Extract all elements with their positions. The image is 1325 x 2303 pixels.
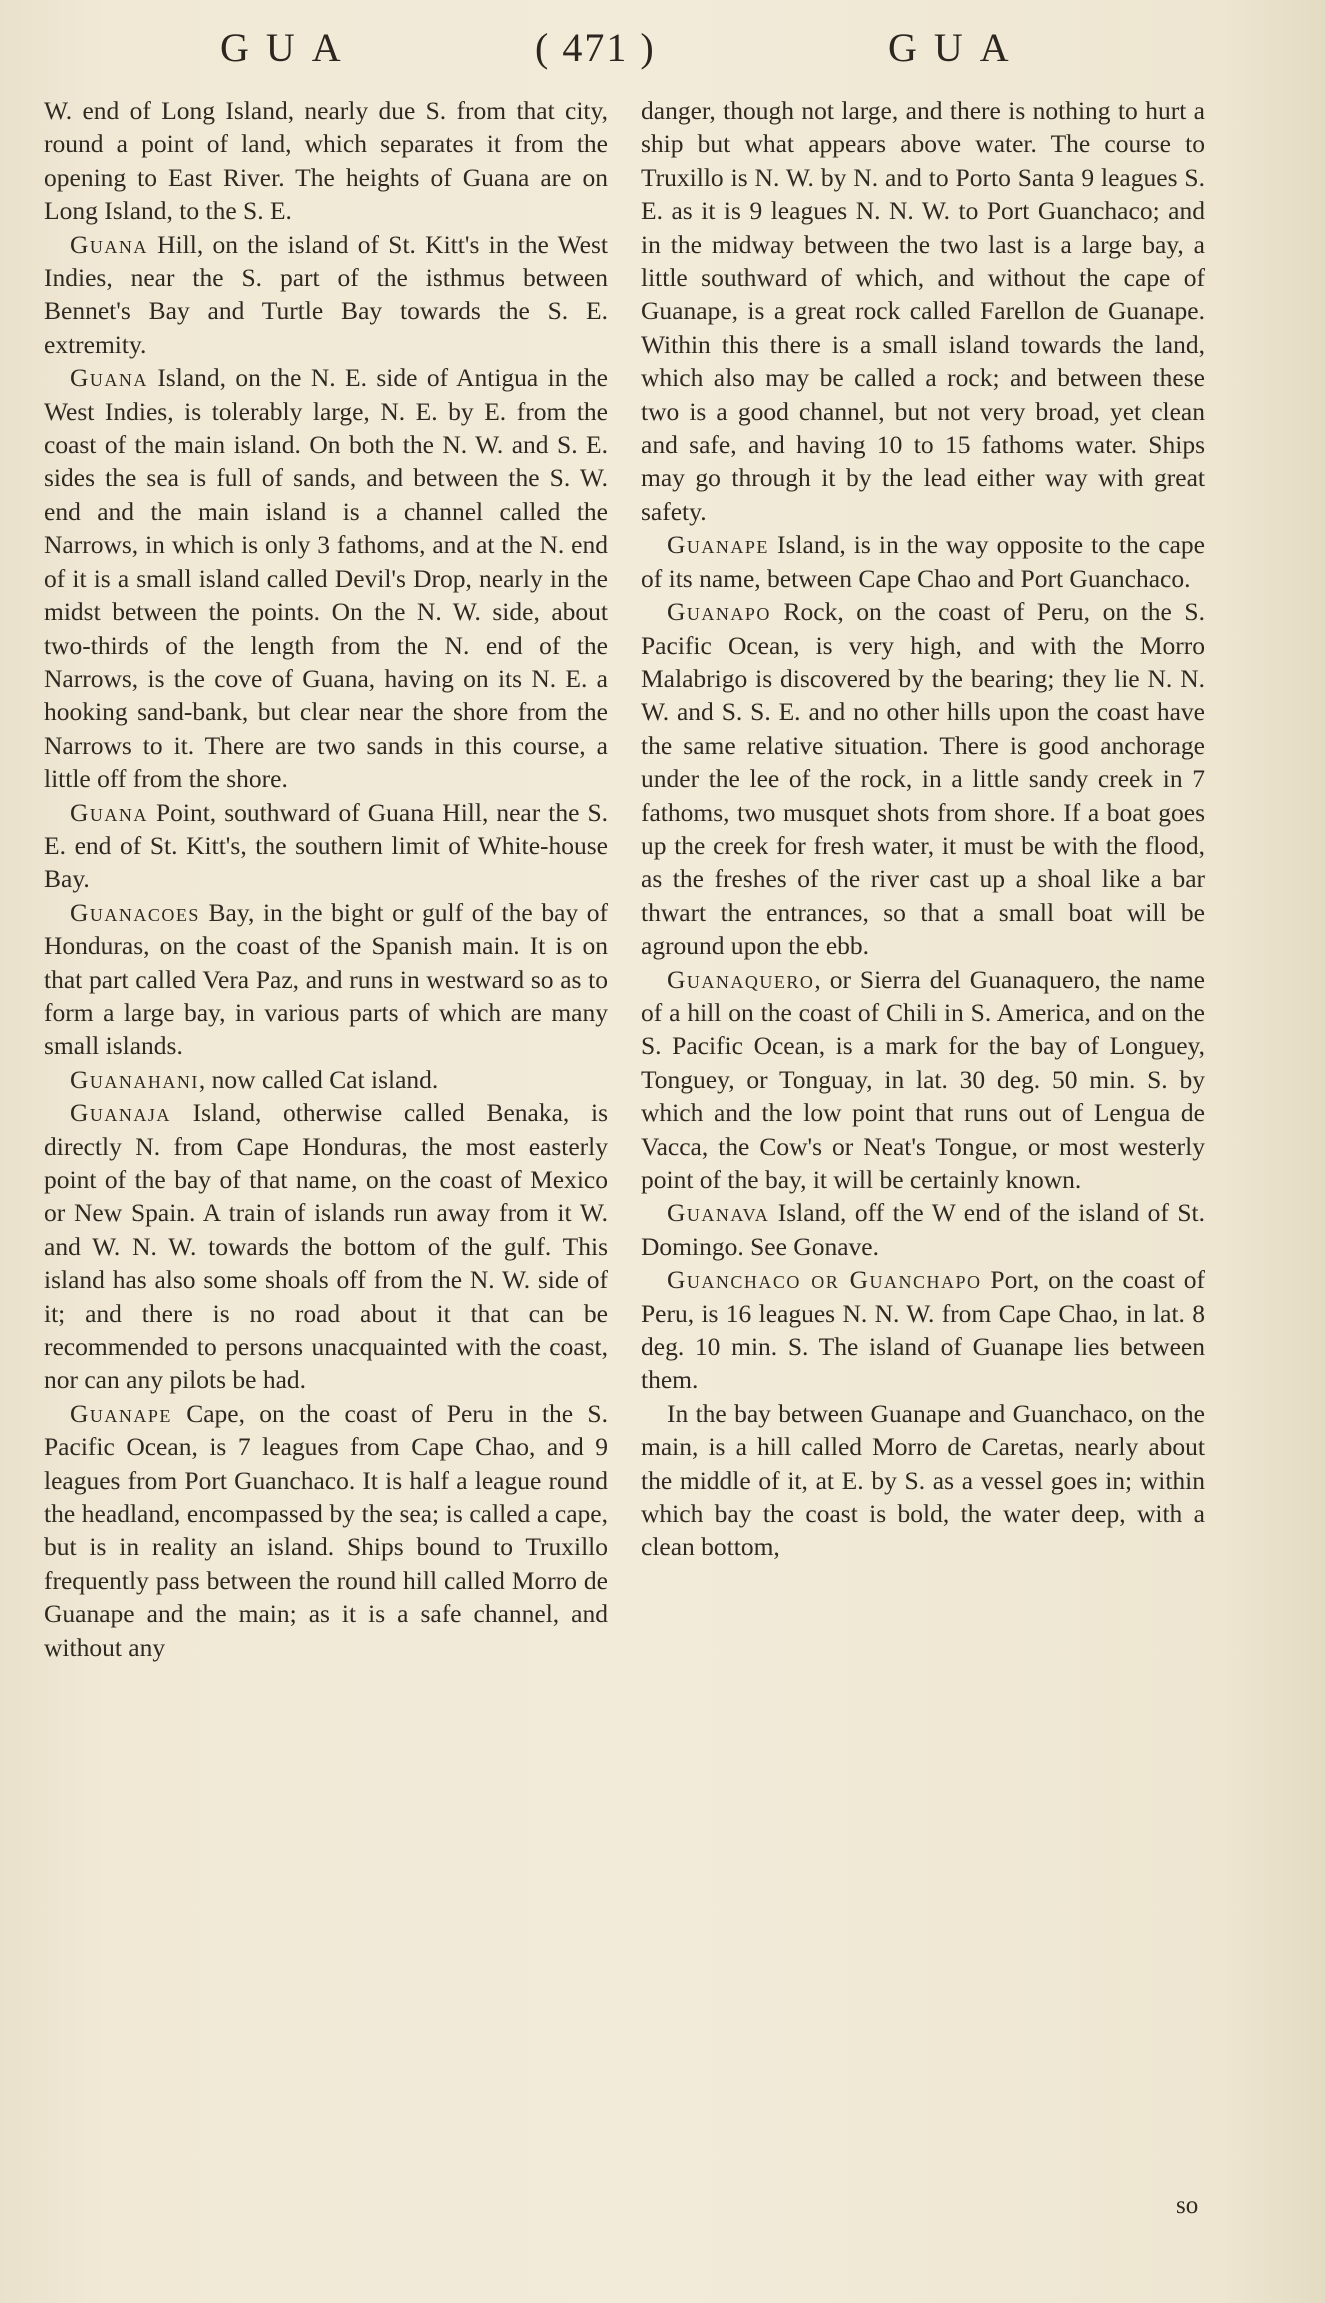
entry-headword: Guana [70,363,148,393]
entry-text: danger, though not large, and there is nothing to hurt a ship but what appears above water. The course to Truxillo is N. W. by N. and to Porto Santa 9 leagues S. E. as it is 9 leagues N. N. W. to Port Guanchaco; and in the midway between the two last is a large bay, a little southward of which, and without the cape of Guanape, is a great rock called Farellon de Guanape. Within this there is a small island towards the land, which also may be called a rock; and between these two is a good channel, but not very broad, yet clean and safe, and having 10 to 15 fathoms water. Ships may go through it by the lead either way with great safety. [641,96,1205,526]
right-column [641,94,1205,1564]
entry-guana-island [44,361,608,795]
entry-headword: Guanape [667,530,769,560]
entry-bay-guanape-guanchaco [641,1397,1205,1564]
paragraph [44,94,608,228]
entry-headword: Guanava [667,1198,770,1228]
entry-text: Hill, on the island of St. Kitt's in the West Indies, near the S. part of the isthmus between Bennet's Bay and Turtle Bay towards the S. E. extremity. [44,229,608,359]
running-head [0,24,1325,84]
entry-text: , or Sierra del Guanaquero, the name of a hill on the coast of Chili in S. America, and on the S. Pacific Ocean, is a mark for the bay of Longuey, Tonguey, or Tonguay, in lat. 30 deg. 50 min. S. by which and the low point that runs out of Lengua de Vacca, the Cow's or Neat's Tongue, or most westerly point of the bay, it will be certainly known. [641,964,1205,1194]
entry-text: Bay, in the bight or gulf of the bay of Honduras, on the coast of the Spanish main. It is on that part called Vera Paz, and runs in westward so as to form a large bay, in various parts of which are many small islands. [44,897,608,1061]
entry-guana-hill [44,228,608,362]
entry-text: Port, on the coast of Peru, is 16 leagues N. N. W. from Cape Chao, in lat. 8 deg. 10 min. S. The island of Guanape lies between them. [641,1265,1205,1395]
entry-text: Island, on the N. E. side of Antigua in the West Indies, is tolerably large, N. E. by E. from the coast of the main island. On both the N. W. and S. E. sides the sea is full of sands, and between the S. W. end and the main island is a channel called the Narrows, in which is only 3 fathoms, and at the N. end of it is a small island called Devil's Drop, nearly in the midst between the points. On the N. W. side, about two-thirds of the length from the N. end of the Narrows, is the cove of Guana, having on its N. E. a hooking sand-bank, but clear near the shore from the Narrows to it. There are two sands in this course, a little off from the shore. [44,363,608,794]
entry-guana-point [44,796,608,896]
entry-guanacoes-bay [44,896,608,1063]
header-right-word: GUA [888,25,1026,70]
entry-guanape-cape [44,1397,608,1664]
entry-guanava-island [641,1196,1205,1263]
entry-text: In the bay between Guanape and Guanchaco, on the main, is a hill called Morro de Caretas, nearly about the middle of it, at E. by S. as a vessel goes in; within which bay the coast is bold, the water deep, with a clean bottom, [641,1398,1205,1562]
entry-headword: Guanapo [667,597,771,627]
entry-text: Island, is in the way opposite to the cape of its name, between Cape Chao and Port Guanchaco. [641,530,1205,593]
entry-headword: Guanacoes [70,897,200,927]
entry-guanchaco-port [641,1263,1205,1397]
entry-text: Island, otherwise called Benaka, is directly N. from Cape Honduras, the most easterly point of the bay of that name, on the coast of Mexico or New Spain. A train of islands run away from it W. and W. N. W. towards the bottom of the gulf. This island has also some shoals off from the N. W. side of it; and there is no road about it that can be recommended to persons unacquainted with the coast, nor can any pilots be had. [44,1098,608,1395]
entry-headword: Guanape [70,1398,172,1428]
entry-headword: Guanahani [70,1064,199,1094]
entry-text: Island, off the W end of the island of St. Domingo. See Gonave. [641,1198,1205,1261]
left-column [44,94,608,1664]
entry-guanahani [44,1063,608,1096]
entry-guanaquero [641,963,1205,1197]
entry-headword: Guanchaco or Guanchapo [667,1265,982,1295]
entry-headword: Guana [70,797,148,827]
paragraph [641,94,1205,528]
entry-text: , now called Cat island. [198,1064,439,1094]
catchword: so [1176,2192,1199,2219]
header-left-word: GUA [220,25,358,70]
entry-text: Cape, on the coast of Peru in the S. Pacific Ocean, is 7 leagues from Cape Chao, and 9 leagues from Port Guanchaco. It is half a league round the headland, encompassed by the sea; is called a cape, but is in reality an island. Ships bound to Truxillo frequently pass between the round hill called Morro de Guanape and the main; as it is a safe channel, and without any [44,1398,608,1662]
entry-guanapo-rock [641,595,1205,962]
entry-headword: Guana [70,229,148,259]
page-number: ( 471 ) [535,25,656,70]
entry-guanaja-island [44,1096,608,1397]
entry-text: Rock, on the coast of Peru, on the S. Pacific Ocean, is very high, and with the Morro Malabrigo is discovered by the bearing; they lie N. N. W. and S. S. E. and no other hills upon the coast have the same relative situation. There is good anchorage under the lee of the rock, in a little sandy creek in 7 fathoms, two musquet shots from shore. If a boat goes up the creek for fresh water, it must be with the flood, as the freshes of the river cast up a shoal like a bar thwart the entrances, so that a small boat will be aground upon the ebb. [641,597,1205,961]
entry-text: Point, southward of Guana Hill, near the S. E. end of St. Kitt's, the southern limit of White-house Bay. [44,797,608,894]
entry-guanape-island [641,528,1205,595]
entry-text: W. end of Long Island, nearly due S. from that city, round a point of land, which separates it from the opening to East River. The heights of Guana are on Long Island, to the S. E. [44,96,608,226]
entry-headword: Guanaquero [667,964,815,994]
entry-headword: Guanaja [70,1098,171,1128]
